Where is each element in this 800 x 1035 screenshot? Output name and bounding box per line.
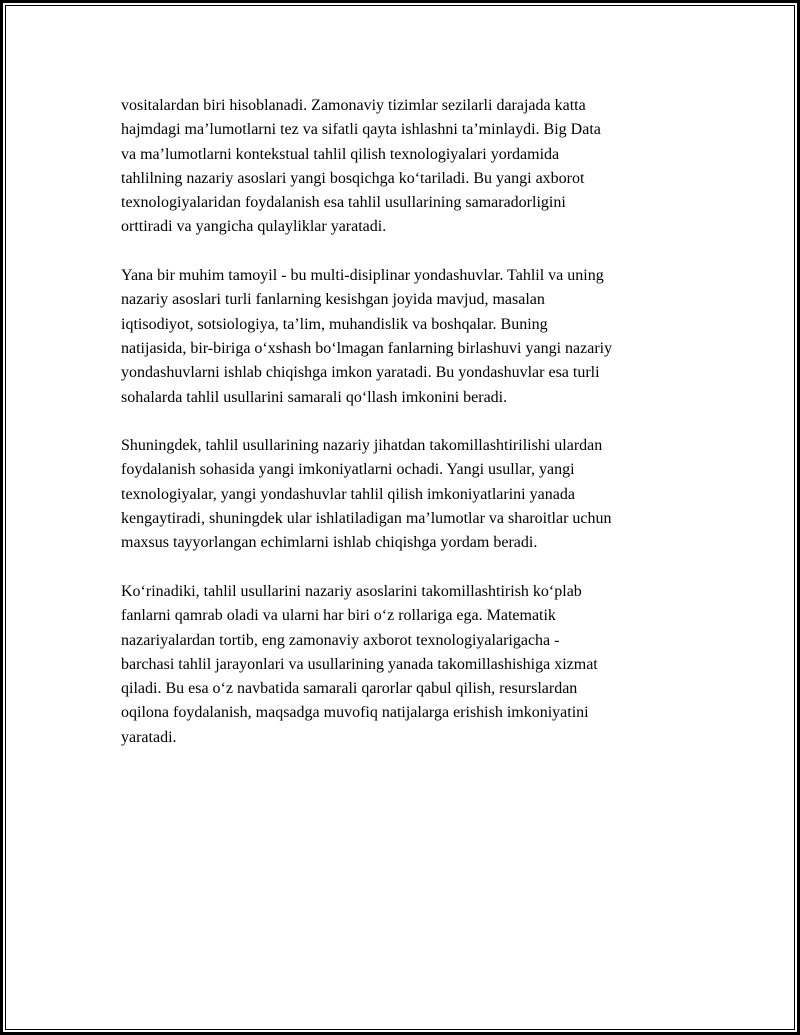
- text-line: orttiradi va yangicha qulayliklar yaratadi.: [121, 218, 387, 236]
- text-line: iqtisodiyot, sotsiologiya, ta’lim, muhandislik va boshqalar. Buning: [121, 315, 548, 333]
- text-line: yondashuvlarni ishlab chiqishga imkon yaratadi. Bu yondashuvlar esa turli: [121, 364, 600, 382]
- paragraph-4: [121, 580, 701, 750]
- text-line: yaratadi.: [121, 728, 177, 746]
- text-line: Ko‘rinadiki, tahlil usullarini nazariy asoslarini takomillashtirish ko‘plab: [121, 582, 582, 600]
- text-line: fanlarni qamrab oladi va ularni har biri o‘z rollariga ega. Matematik: [121, 607, 556, 625]
- text-line: qiladi. Bu esa o‘z navbatida samarali qarorlar qabul qilish, resurslardan: [121, 680, 578, 698]
- text-line: tahlilning nazariy asoslari yangi bosqichga ko‘tariladi. Bu yangi axborot: [121, 169, 585, 187]
- text-line: maxsus tayyorlangan echimlarni ishlab chiqishga yordam beradi.: [121, 534, 538, 552]
- text-line: texnologiyalaridan foydalanish esa tahlil usullarining samaradorligini: [121, 194, 566, 212]
- text-line: Yana bir muhim tamoyil - bu multi-disiplinar yondashuvlar. Tahlil va uning: [121, 267, 604, 285]
- text-line: kengaytiradi, shuningdek ular ishlatiladigan ma’lumotlar va sharoitlar uchun: [121, 510, 612, 528]
- paragraph-3: [121, 434, 701, 555]
- text-line: foydalanish sohasida yangi imkoniyatlarni ochadi. Yangi usullar, yangi: [121, 461, 575, 479]
- text-line: Shuningdek, tahlil usullarining nazariy jihatdan takomillashtirilishi ulardan: [121, 437, 603, 455]
- text-line: nazariyalardan tortib, eng zamonaviy axborot texnologiyalarigacha -: [121, 631, 560, 649]
- text-line: natijasida, bir-biriga o‘xshash bo‘lmagan fanlarning birlashuvi yangi nazariy: [121, 339, 613, 357]
- text-line: hajmdagi ma’lumotlarni tez va sifatli qayta ishlashni ta’minlaydi. Big Data: [121, 121, 601, 139]
- text-line: texnologiyalar, yangi yondashuvlar tahlil qilish imkoniyatlarini yanada: [121, 485, 575, 503]
- text-line: va ma’lumotlarni kontekstual tahlil qilish texnologiyalari yordamida: [121, 145, 560, 163]
- text-line: nazariy asoslari turli fanlarning kesishgan joyida mavjud, masalan: [121, 291, 545, 309]
- document-body: [121, 94, 701, 774]
- text-line: sohalarda tahlil usullarini samarali qo‘llash imkonini beradi.: [121, 388, 508, 406]
- text-line: oqilona foydalanish, maqsadga muvofiq natijalarga erishish imkoniyatini: [121, 704, 589, 722]
- text-line: vositalardan biri hisoblanadi. Zamonaviy tizimlar sezilarli darajada katta: [121, 97, 586, 114]
- paragraph-2: [121, 264, 701, 410]
- text-line: barchasi tahlil jarayonlari va usullarining yanada takomillashishiga xizmat: [121, 655, 598, 673]
- paragraph-1: [121, 94, 701, 240]
